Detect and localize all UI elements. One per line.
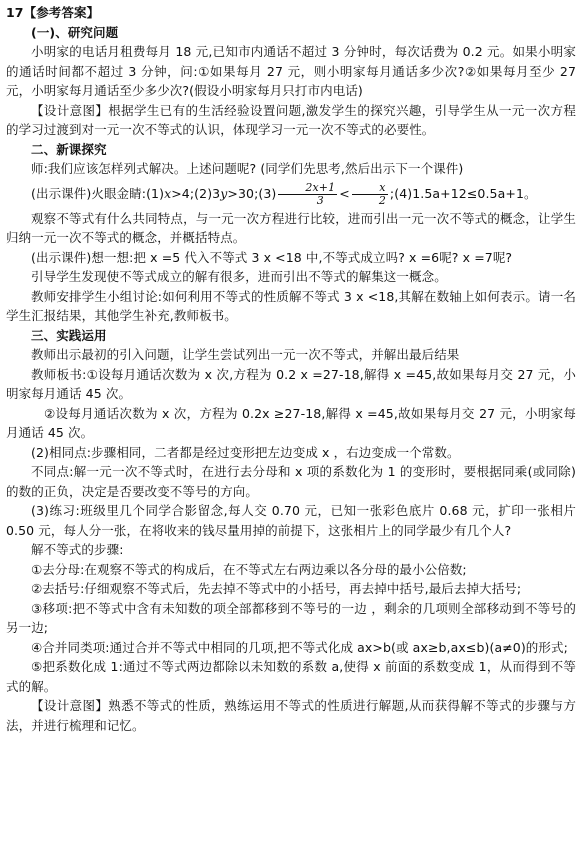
fraction-2-numerator: x <box>352 182 388 195</box>
fraction-1 <box>278 182 337 207</box>
examples-text-a: (出示课件)火眼金睛:(1) <box>31 185 165 201</box>
step-4: ④合并同类项:通过合并不等式中相同的几项,把不等式化成 ax>b(或 ax≥b,ax≤b)(a≠0)的形式; <box>31 639 568 655</box>
paragraph-design-intent-2: 【设计意图】熟悉不等式的性质，熟练运用不等式的性质进行解题,从而获得解不等式的步骤与方法，并进行梳理和记忆。 <box>6 698 576 733</box>
paragraph-solution-set: 引导学生发现使不等式成立的解有很多，进而引出不等式的解集这一概念。 <box>31 269 447 284</box>
paragraph-think: (出示课件)想一想:把 x =5 代入不等式 3 x <18 中,不等式成立吗? x =6呢? x =7呢? <box>31 249 513 265</box>
section-heading-3: 三、实践运用 <box>31 327 107 343</box>
examples-text-e: >30;(3) <box>227 185 277 201</box>
less-than-sign: < <box>339 185 350 201</box>
paragraph-board-1: 教师板书:①设每月通话次数为 x 次,方程为 0.2 x =27-18,解得 x =45,故如果每月交 27 元，小明家每月通话 45 次。 <box>6 366 576 401</box>
step-1: ①去分母:在观察不等式的构成后，在不等式左右两边乘以各分母的最小公倍数; <box>31 561 467 577</box>
var-y: y <box>220 185 228 201</box>
fraction-1-numerator: 2x+1 <box>278 182 337 195</box>
examples-text-c: >4;(2)3 <box>171 185 221 201</box>
paragraph-group-discussion: 教师安排学生小组讨论:如何利用不等式的性质解不等式 3 x <18,其解在数轴上如何表示。请一名学生汇报结果，其他学生补充,教师板书。 <box>6 288 576 323</box>
fraction-2 <box>352 182 388 207</box>
fraction-1-denominator: 3 <box>316 193 324 207</box>
paragraph-examples <box>6 179 576 209</box>
paragraph-differences: 不同点:解一元一次不等式时，在进行去分母和 x 项的系数化为 1 的变形时，要根据同乘(或同除)的数的正负，决定是否要改变不等号的方向。 <box>6 464 576 499</box>
paragraph-teacher-question: 师:我们应该怎样列式解决。上述问题呢? (同学们先思考,然后出示下一个课件) <box>31 161 464 176</box>
section-heading-1: (一)、研究问题 <box>31 24 119 40</box>
paragraph-exercise: (3)练习:班级里几个同学合影留念,每人交 0.70 元，已知一张彩色底片 0.68 元，扩印一张相片 0.50 元，每人分一张，在将收来的钱尽量用掉的前提下，这张相片上的同学最少有几个人? <box>6 503 576 538</box>
answer-heading: 【参考答案】 <box>23 5 100 20</box>
step-3: ③移项:把不等式中含有未知数的项全部都移到不等号的一边 ，剩余的几项则全部移动到不等号的另一边; <box>6 600 576 635</box>
paragraph-board-2: ②设每月通话次数为 x 次，方程为 0.2x ≥27-18,解得 x =45,故如果每月交 27 元，小明家每月通话 45 次。 <box>6 405 576 440</box>
paragraph-intro-problem: 教师出示最初的引入问题，让学生尝试列出一元一次不等式，并解出最后结果 <box>31 347 460 362</box>
step-5: ⑤把系数化成 1:通过不等式两边都除以未知数的系数 a,使得 x 前面的系数变成 1，从而得到不等式的解。 <box>6 659 576 694</box>
fraction-2-denominator: 2 <box>378 193 386 207</box>
examples-text-g: ;(4)1.5a+12≤0.5a+1。 <box>389 185 537 201</box>
step-2: ②去括号:仔细观察不等式后，先去掉不等式中的小括号，再去掉中括号,最后去掉大括号; <box>31 581 522 596</box>
answer-header <box>6 3 576 23</box>
paragraph-similarities: (2)相同点:步骤相同，二者都是经过变形把左边变成 x ，右边变成一个常数。 <box>31 444 460 460</box>
section-heading-2: 二、新课探究 <box>31 141 107 157</box>
paragraph-problem: 小明家的电话月租费每月 18 元,已知市内通话不超过 3 分钟时，每次话费为 0.2 元。如果小明家的通话时间都不超过 3 分钟，问:①如果每月 27 元，则小明家每月通话多少次?②如果每月至少 27 元，小明家每月通话至少多少次?(假设小明家每月只打市内电话) <box>6 44 576 98</box>
paragraph-observe: 观察不等式有什么共同特点，与一元一次方程进行比较，进而引出一元一次不等式的概念，让学生归纳一元一次不等式的概念，并概括特点。 <box>6 210 576 245</box>
problem-number: 17 <box>6 5 24 20</box>
paragraph-design-intent-1: 【设计意图】根据学生已有的生活经验设置问题,激发学生的探究兴趣，引导学生从一元一次方程的学习过渡到对一元一次不等式的认识，体现学习一元一次不等式的必要性。 <box>6 102 576 137</box>
var-x: x <box>164 185 172 201</box>
paragraph-steps-title: 解不等式的步骤: <box>31 542 124 557</box>
